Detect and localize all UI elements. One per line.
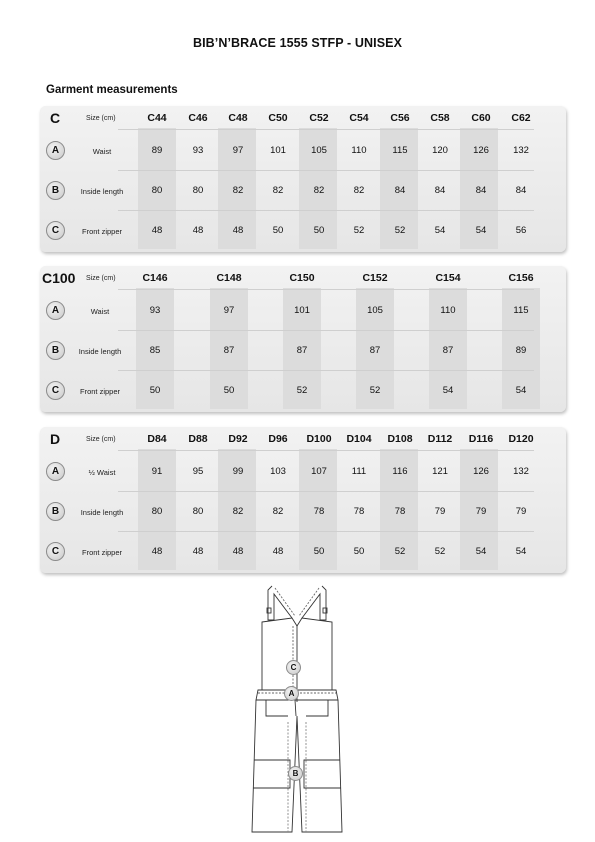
table-cell: 48 [151, 546, 163, 557]
table-cell: 121 [432, 466, 448, 477]
table-cell: 78 [353, 506, 365, 517]
table-cell: 132 [513, 145, 529, 156]
size-header: D120 [508, 433, 534, 445]
table-cell: 54 [515, 385, 527, 396]
table-cell: 50 [223, 385, 235, 396]
table-cell: 80 [192, 185, 204, 196]
table-cell: 50 [353, 546, 365, 557]
table-cell: 48 [192, 225, 204, 236]
size-header: D100 [306, 433, 332, 445]
table-cell: 80 [192, 506, 204, 517]
table-cell: 84 [475, 185, 487, 196]
row-label-inside-length: Inside length [78, 347, 122, 356]
table-cell: 87 [296, 345, 308, 356]
table-cell: 111 [351, 466, 367, 477]
size-header: C146 [142, 272, 168, 284]
measure-b-marker: B [46, 502, 65, 521]
series-label-d: D [50, 431, 61, 447]
table-cell: 79 [434, 506, 446, 517]
table-cell: 120 [432, 145, 448, 156]
table-cell: 89 [151, 145, 163, 156]
table-cell: 82 [313, 185, 325, 196]
size-header-label: Size (cm) [86, 115, 116, 122]
table-cell: 115 [392, 145, 408, 156]
table-cell: 93 [149, 305, 161, 316]
table-cell: 52 [369, 385, 381, 396]
row-label-front-zipper: Front zipper [79, 387, 121, 396]
table-cell: 101 [294, 305, 310, 316]
table-cell: 54 [475, 546, 487, 557]
table-cell: 54 [442, 385, 454, 396]
table-cell: 82 [353, 185, 365, 196]
table-cell: 50 [313, 546, 325, 557]
measure-c-marker: C [46, 542, 65, 561]
size-header: C152 [362, 272, 388, 284]
measure-a-marker: A [46, 141, 65, 160]
table-cell: 110 [351, 145, 367, 156]
table-cell: 126 [473, 145, 489, 156]
table-cell: 87 [223, 345, 235, 356]
table-cell: 84 [434, 185, 446, 196]
garment-diagram [248, 582, 348, 834]
table-cell: 52 [394, 546, 406, 557]
size-header: C56 [390, 112, 410, 124]
size-header: D88 [188, 433, 208, 445]
table-cell: 54 [515, 546, 527, 557]
table-cell: 78 [394, 506, 406, 517]
table-cell: 115 [513, 305, 529, 316]
size-header: D92 [228, 433, 248, 445]
measure-a-marker: A [46, 462, 65, 481]
table-cell: 54 [475, 225, 487, 236]
row-label-waist: Waist [92, 147, 112, 156]
table-cell: 48 [151, 225, 163, 236]
table-cell: 89 [515, 345, 527, 356]
table-cell: 52 [394, 225, 406, 236]
table-cell: 84 [515, 185, 527, 196]
table-cell: 107 [311, 466, 327, 477]
size-header: C148 [216, 272, 242, 284]
size-table-c100 [40, 266, 566, 412]
size-table-c [40, 106, 566, 252]
size-header: D116 [468, 433, 494, 445]
table-cell: 97 [223, 305, 235, 316]
table-cell: 126 [473, 466, 489, 477]
table-cell: 82 [272, 185, 284, 196]
size-header: D108 [387, 433, 413, 445]
table-cell: 78 [313, 506, 325, 517]
table-cell: 91 [151, 466, 163, 477]
table-cell: 52 [296, 385, 308, 396]
diagram-marker-b: B [288, 766, 303, 781]
table-cell: 105 [311, 145, 327, 156]
table-cell: 80 [151, 506, 163, 517]
row-label-half-waist: ½ Waist [88, 468, 116, 477]
size-header: D112 [427, 433, 453, 445]
table-cell: 56 [515, 225, 527, 236]
size-header: C44 [147, 112, 167, 124]
table-cell: 87 [442, 345, 454, 356]
diagram-marker-c: C [286, 660, 301, 675]
table-cell: 84 [394, 185, 406, 196]
size-header: C156 [508, 272, 534, 284]
table-cell: 110 [440, 305, 456, 316]
table-cell: 54 [434, 225, 446, 236]
table-cell: 48 [192, 546, 204, 557]
row-label-front-zipper: Front zipper [81, 227, 123, 236]
table-cell: 50 [272, 225, 284, 236]
table-cell: 50 [149, 385, 161, 396]
measure-c-marker: C [46, 221, 65, 240]
measure-c-marker: C [46, 381, 65, 400]
diagram-marker-a: A [284, 686, 299, 701]
table-cell: 48 [232, 546, 244, 557]
table-cell: 52 [434, 546, 446, 557]
table-cell: 87 [369, 345, 381, 356]
table-cell: 116 [392, 466, 408, 477]
size-header: C60 [471, 112, 491, 124]
row-label-waist: Waist [90, 307, 110, 316]
table-cell: 95 [192, 466, 204, 477]
table-cell: 132 [513, 466, 529, 477]
document-title: BIB’N’BRACE 1555 STFP - UNISEX [192, 36, 403, 50]
section-title: Garment measurements [46, 84, 178, 96]
row-label-front-zipper: Front zipper [81, 548, 123, 557]
row-label-inside-length: Inside length [80, 187, 124, 196]
table-cell: 79 [515, 506, 527, 517]
row-label-inside-length: Inside length [80, 508, 124, 517]
measure-b-marker: B [46, 341, 65, 360]
size-header: C150 [289, 272, 315, 284]
size-table-d [40, 427, 566, 573]
size-header: C62 [511, 112, 531, 124]
table-cell: 97 [232, 145, 244, 156]
series-label-c: C [50, 110, 61, 126]
size-header: C58 [430, 112, 450, 124]
series-label-c100: C100 [42, 270, 76, 286]
size-header-label: Size (cm) [86, 436, 116, 443]
measure-b-marker: B [46, 181, 65, 200]
size-header: D104 [346, 433, 372, 445]
table-cell: 52 [353, 225, 365, 236]
size-header: D96 [268, 433, 288, 445]
size-header: C48 [228, 112, 248, 124]
table-cell: 82 [272, 506, 284, 517]
table-cell: 79 [475, 506, 487, 517]
table-cell: 99 [232, 466, 244, 477]
table-cell: 105 [367, 305, 383, 316]
size-header: C50 [268, 112, 288, 124]
table-cell: 50 [313, 225, 325, 236]
table-cell: 93 [192, 145, 204, 156]
table-cell: 48 [272, 546, 284, 557]
size-header: C54 [349, 112, 369, 124]
table-cell: 82 [232, 506, 244, 517]
size-header: C154 [435, 272, 461, 284]
size-header-label: Size (cm) [86, 275, 116, 282]
bib-and-brace-drawing [248, 582, 348, 834]
table-cell: 48 [232, 225, 244, 236]
measure-a-marker: A [46, 301, 65, 320]
table-cell: 82 [232, 185, 244, 196]
size-header: C46 [188, 112, 208, 124]
size-header: C52 [309, 112, 329, 124]
table-cell: 80 [151, 185, 163, 196]
table-cell: 101 [270, 145, 286, 156]
table-cell: 85 [149, 345, 161, 356]
size-header: D84 [147, 433, 167, 445]
table-cell: 103 [270, 466, 286, 477]
